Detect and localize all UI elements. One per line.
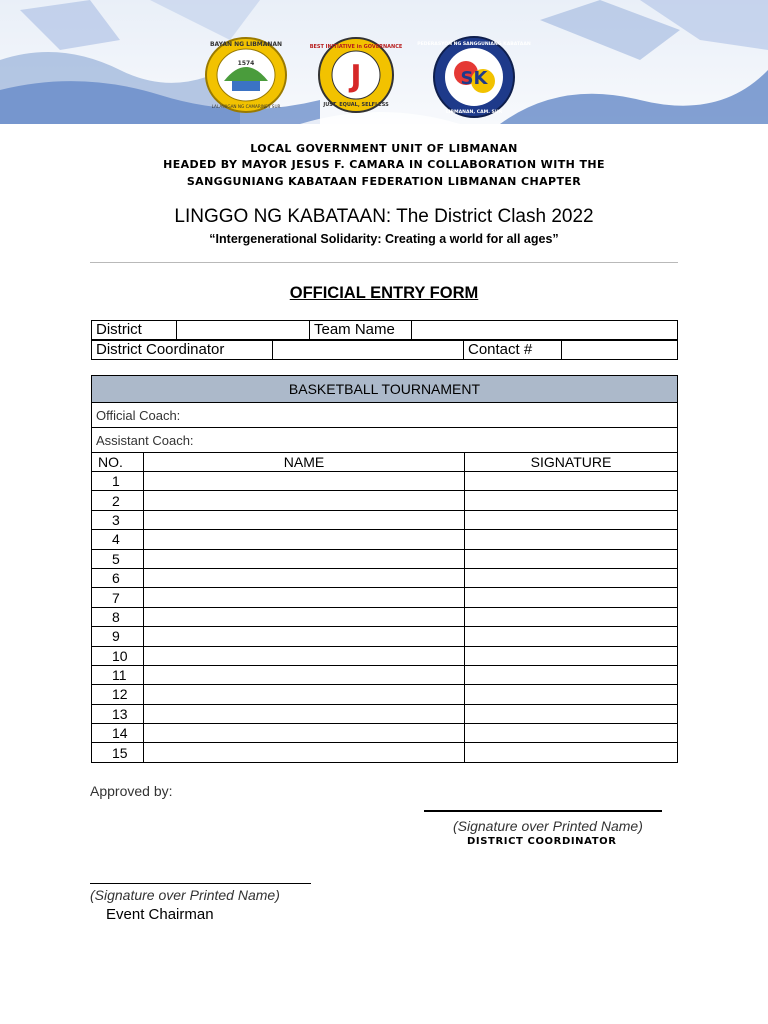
player-signature-field[interactable] xyxy=(465,685,678,704)
row-number: 5 xyxy=(92,549,144,568)
chairman-signature-caption: (Signature over Printed Name) xyxy=(90,887,280,903)
tournament-title: BASKETBALL TOURNAMENT xyxy=(92,376,678,403)
table-row xyxy=(92,607,678,626)
table-row xyxy=(92,665,678,684)
roster-body xyxy=(92,472,678,763)
player-name-field[interactable] xyxy=(144,549,465,568)
team-name-label: Team Name xyxy=(310,321,412,340)
row-number: 3 xyxy=(92,510,144,529)
divider xyxy=(90,262,678,263)
player-signature-field[interactable] xyxy=(465,491,678,510)
table-row xyxy=(92,530,678,549)
column-header-name: NAME xyxy=(144,453,465,472)
player-name-field[interactable] xyxy=(144,704,465,723)
player-signature-field[interactable] xyxy=(465,510,678,529)
table-row xyxy=(92,568,678,587)
roster-table xyxy=(91,375,678,763)
coordinator-role-label: DISTRICT COORDINATOR xyxy=(467,836,617,847)
mayor-header-line: HEADED BY MAYOR JESUS F. CAMARA IN COLLABORATION WITH THE xyxy=(163,158,605,171)
player-signature-field[interactable] xyxy=(465,665,678,684)
player-signature-field[interactable] xyxy=(465,627,678,646)
row-number: 4 xyxy=(92,530,144,549)
coordinator-label: District Coordinator xyxy=(92,341,273,360)
column-header-no: NO. xyxy=(92,453,144,472)
svg-text:PEDERASYON NG SANGGUNIANG KABA: PEDERASYON NG SANGGUNIANG KABATAAN xyxy=(417,42,531,47)
coordinator-field[interactable] xyxy=(273,341,464,360)
event-theme: “Intergenerational Solidarity: Creating a world for all ages” xyxy=(209,232,559,246)
table-row xyxy=(92,510,678,529)
approved-by-label: Approved by: xyxy=(90,783,173,799)
table-row xyxy=(92,724,678,743)
row-number: 8 xyxy=(92,607,144,626)
svg-text:SK: SK xyxy=(460,68,488,89)
player-signature-field[interactable] xyxy=(465,646,678,665)
table-row xyxy=(92,685,678,704)
player-signature-field[interactable] xyxy=(465,607,678,626)
player-name-field[interactable] xyxy=(144,491,465,510)
row-number: 13 xyxy=(92,704,144,723)
player-name-field[interactable] xyxy=(144,472,465,491)
contact-field[interactable] xyxy=(562,341,678,360)
player-name-field[interactable] xyxy=(144,665,465,684)
row-number: 11 xyxy=(92,665,144,684)
player-name-field[interactable] xyxy=(144,568,465,587)
player-name-field[interactable] xyxy=(144,627,465,646)
player-name-field[interactable] xyxy=(144,607,465,626)
row-number: 1 xyxy=(92,472,144,491)
svg-text:JUST, EQUAL, SELFLESS: JUST, EQUAL, SELFLESS xyxy=(323,102,389,108)
player-name-field[interactable] xyxy=(144,510,465,529)
table-row xyxy=(92,646,678,665)
team-info-table xyxy=(91,320,678,340)
row-number: 14 xyxy=(92,724,144,743)
player-signature-field[interactable] xyxy=(465,743,678,762)
svg-text:BEST INITIATIVE in GOVERNANCE: BEST INITIATIVE in GOVERNANCE xyxy=(309,44,403,50)
event-title: LINGGO NG KABATAAN: The District Clash 2022 xyxy=(174,206,594,227)
row-number: 2 xyxy=(92,491,144,510)
svg-text:1574: 1574 xyxy=(237,60,255,67)
table-row xyxy=(92,549,678,568)
table-row xyxy=(92,491,678,510)
coordinator-info-table xyxy=(91,340,678,360)
coordinator-signature-caption: (Signature over Printed Name) xyxy=(453,818,643,834)
official-coach-field[interactable]: Official Coach: xyxy=(92,403,678,428)
player-signature-field[interactable] xyxy=(465,472,678,491)
coordinator-signature-line[interactable] xyxy=(424,810,662,812)
player-signature-field[interactable] xyxy=(465,530,678,549)
row-number: 7 xyxy=(92,588,144,607)
row-number: 6 xyxy=(92,568,144,587)
player-signature-field[interactable] xyxy=(465,588,678,607)
player-name-field[interactable] xyxy=(144,646,465,665)
table-row xyxy=(92,472,678,491)
sk-federation-header-line: SANGGUNIANG KABATAAN FEDERATION LIBMANAN CHAPTER xyxy=(186,175,582,188)
row-number: 10 xyxy=(92,646,144,665)
district-label: District xyxy=(92,321,177,340)
table-row xyxy=(92,588,678,607)
district-field[interactable] xyxy=(177,321,310,340)
lgu-header-line: LOCAL GOVERNMENT UNIT OF LIBMANAN xyxy=(250,142,518,155)
player-name-field[interactable] xyxy=(144,530,465,549)
svg-text:BAYAN NG LIBMANAN: BAYAN NG LIBMANAN xyxy=(209,41,283,48)
player-signature-field[interactable] xyxy=(465,704,678,723)
table-row xyxy=(92,704,678,723)
form-title: OFFICIAL ENTRY FORM xyxy=(289,284,479,302)
team-name-field[interactable] xyxy=(412,321,678,340)
player-name-field[interactable] xyxy=(144,743,465,762)
svg-text:J: J xyxy=(350,59,362,94)
player-name-field[interactable] xyxy=(144,724,465,743)
player-signature-field[interactable] xyxy=(465,724,678,743)
header-banner xyxy=(0,0,768,124)
svg-text:LALAWIGAN NG CAMARINES SUR: LALAWIGAN NG CAMARINES SUR xyxy=(211,104,281,109)
column-header-signature: SIGNATURE xyxy=(465,453,678,472)
player-signature-field[interactable] xyxy=(465,549,678,568)
assistant-coach-field[interactable]: Assistant Coach: xyxy=(92,428,678,453)
player-signature-field[interactable] xyxy=(465,568,678,587)
contact-label: Contact # xyxy=(464,341,562,360)
row-number: 15 xyxy=(92,743,144,762)
chairman-signature-line[interactable] xyxy=(90,883,311,884)
player-name-field[interactable] xyxy=(144,588,465,607)
table-row xyxy=(92,743,678,762)
table-row xyxy=(92,627,678,646)
svg-text:LIBMANAN, CAM. SUR: LIBMANAN, CAM. SUR xyxy=(445,110,503,115)
libmanan-seal-logo xyxy=(206,38,286,112)
row-number: 9 xyxy=(92,627,144,646)
player-name-field[interactable] xyxy=(144,685,465,704)
row-number: 12 xyxy=(92,685,144,704)
chairman-role-label: Event Chairman xyxy=(106,906,214,923)
